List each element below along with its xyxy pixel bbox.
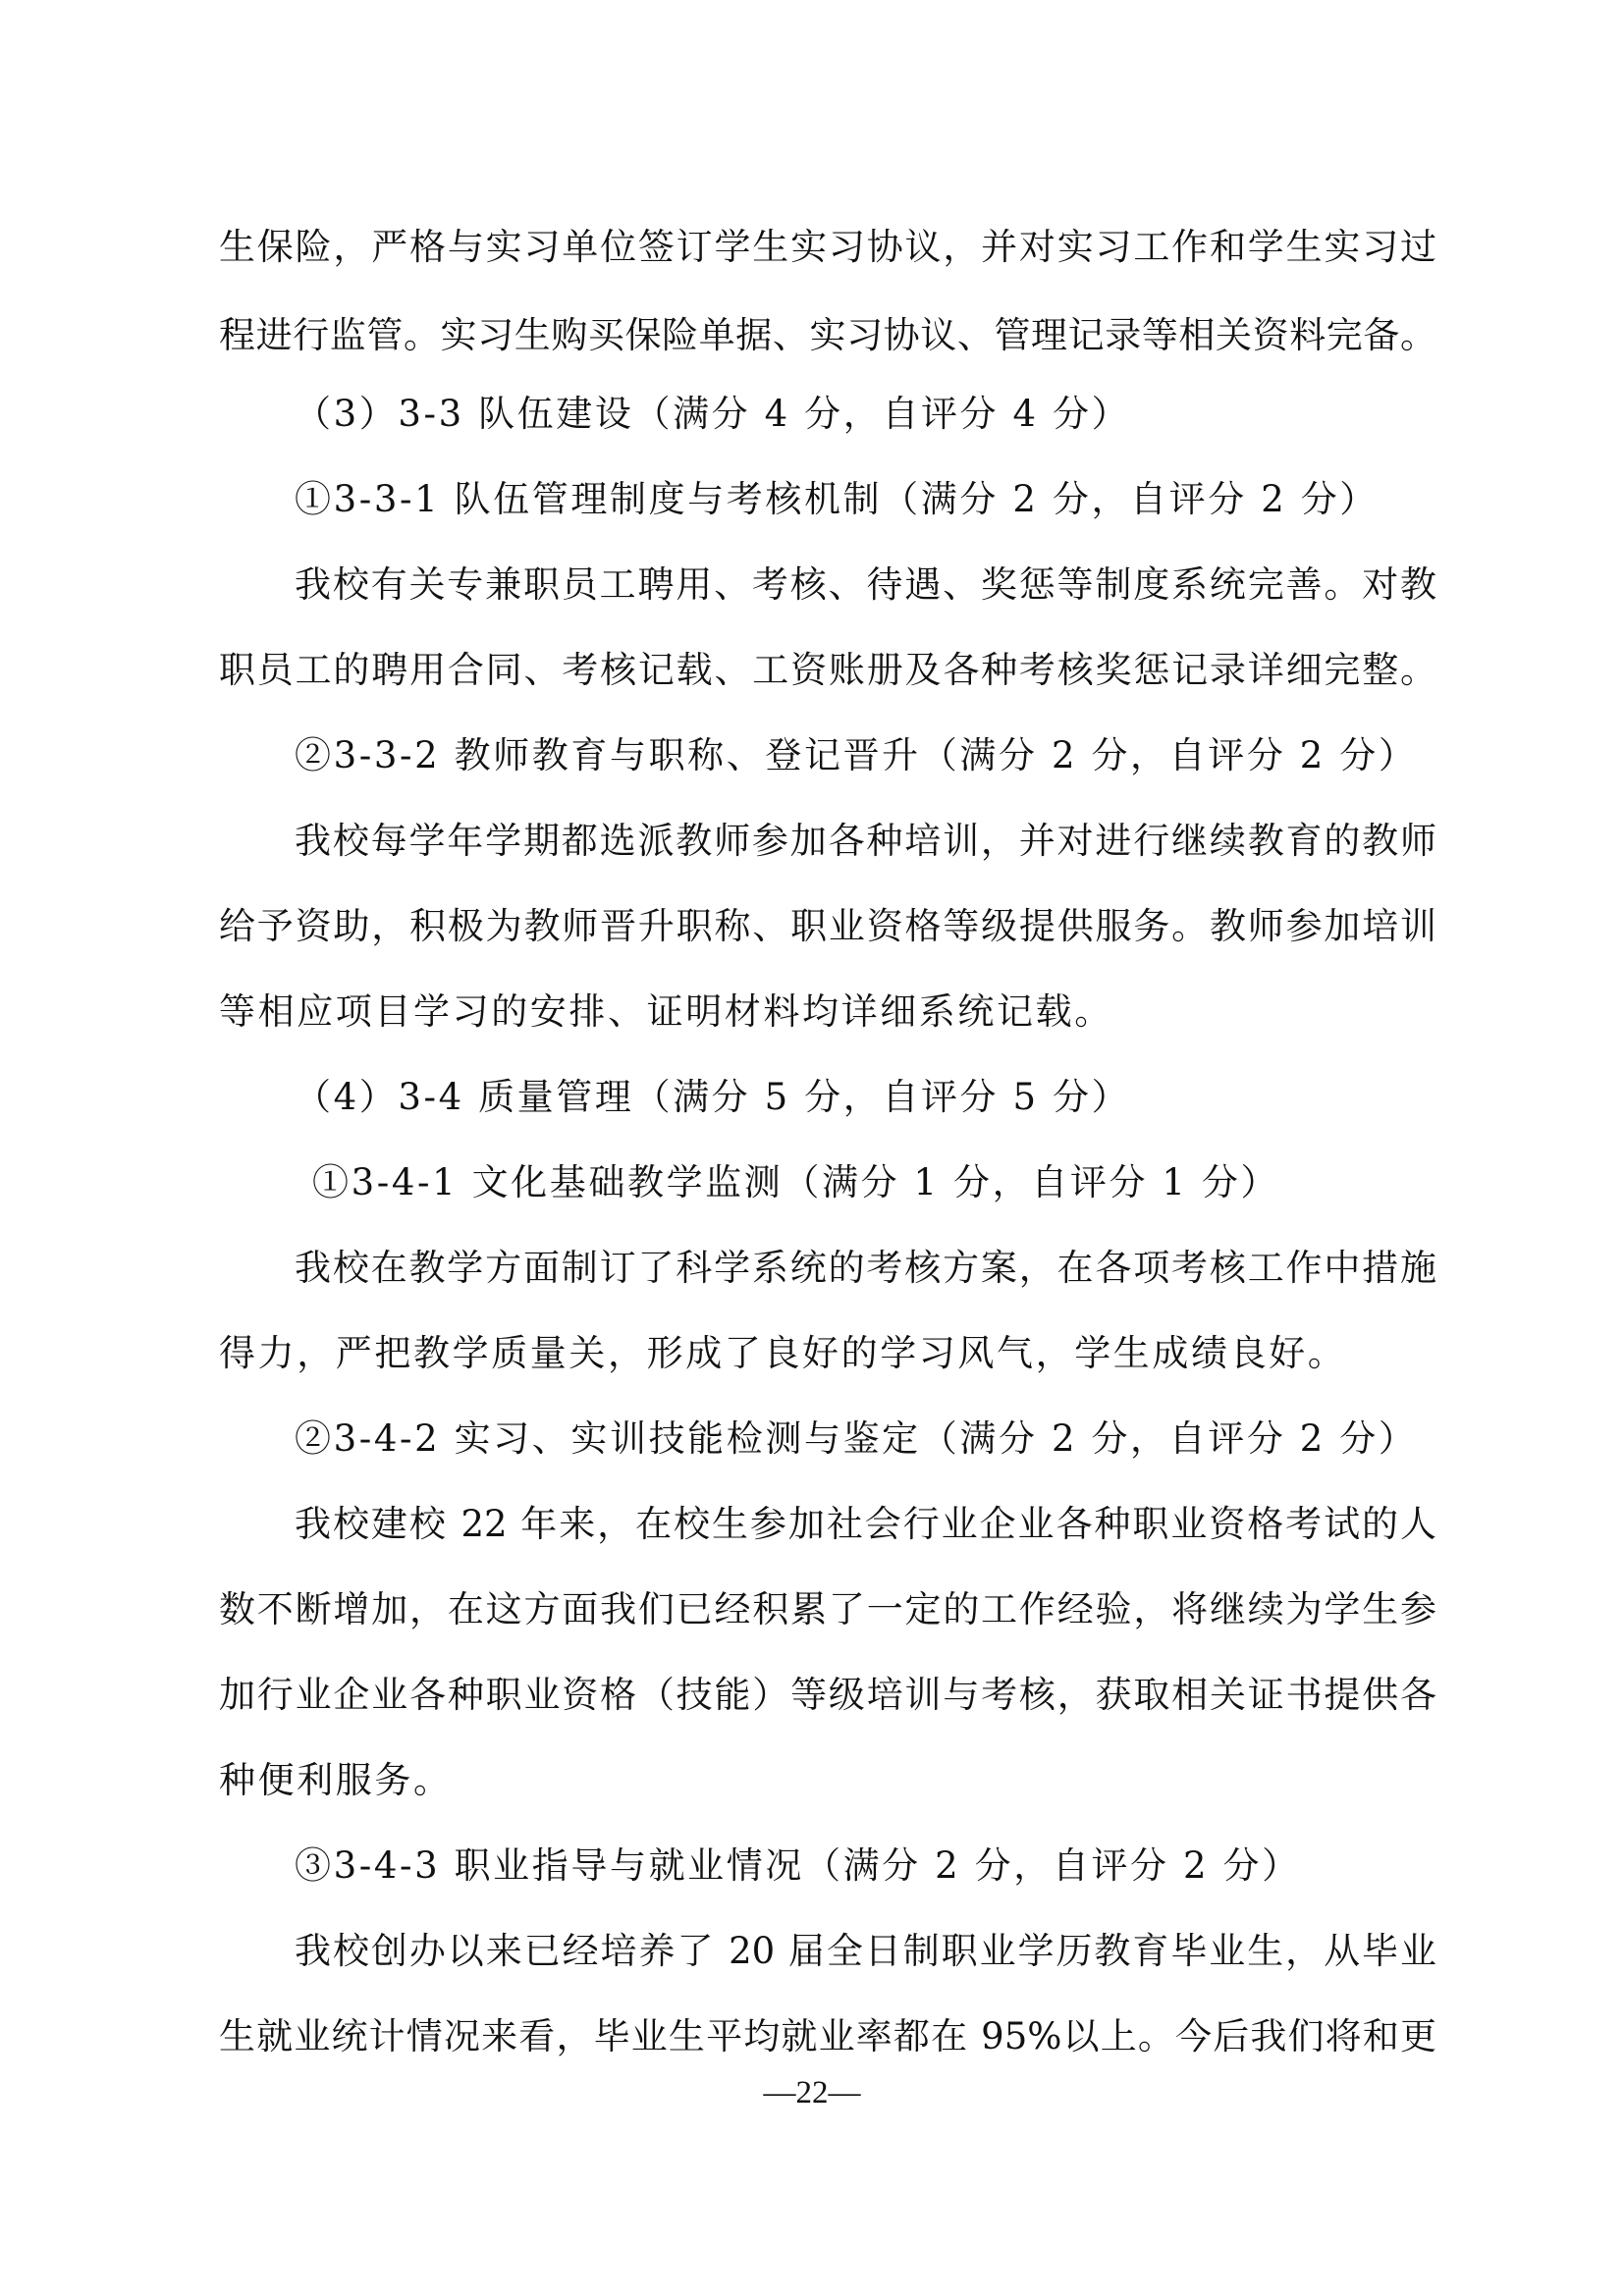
- paragraph-line: 生保险，严格与实习单位签订学生实习协议，并对实习工作和学生实习过: [219, 226, 1436, 268]
- subsection-heading: ①3-3-1 队伍管理制度与考核机制（满分 2 分，自评分 2 分）: [295, 478, 1379, 520]
- paragraph-line: 我校在教学方面制订了科学系统的考核方案，在各项考核工作中措施: [295, 1247, 1436, 1289]
- subsection-heading: ①3-4-1 文化基础教学监测（满分 1 分，自评分 1 分）: [312, 1161, 1280, 1203]
- paragraph-line: 给予资助，积极为教师晋升职称、职业资格等级提供服务。教师参加培训: [219, 905, 1436, 947]
- subsection-heading: ③3-4-3 职业指导与就业情况（满分 2 分，自评分 2 分）: [295, 1844, 1301, 1887]
- subsection-heading: ②3-4-2 实习、实训技能检测与鉴定（满分 2 分，自评分 2 分）: [295, 1417, 1418, 1460]
- section-heading: （4）3-4 质量管理（满分 5 分，自评分 5 分）: [295, 1076, 1131, 1118]
- paragraph-line: 种便利服务。: [219, 1759, 453, 1801]
- paragraph-line: 等相应项目学习的安排、证明材料均详细系统记载。: [219, 990, 1113, 1033]
- paragraph-line: 我校建校 22 年来，在校生参加社会行业企业各种职业资格考试的人: [295, 1503, 1436, 1545]
- paragraph-line: 职员工的聘用合同、考核记载、工资账册及各种考核奖惩记录详细完整。: [219, 649, 1436, 691]
- paragraph-line: 数不断增加，在这方面我们已经积累了一定的工作经验，将继续为学生参: [219, 1588, 1436, 1630]
- paragraph-line: 生就业统计情况来看，毕业生平均就业率都在 95%以上。今后我们将和更: [219, 2015, 1436, 2057]
- subsection-heading: ②3-3-2 教师教育与职称、登记晋升（满分 2 分，自评分 2 分）: [295, 734, 1418, 776]
- paragraph-line: 得力，严把教学质量关，形成了良好的学习风气，学生成绩良好。: [219, 1332, 1347, 1374]
- paragraph-line: 我校每学年学期都选派教师参加各种培训，并对进行继续教育的教师: [295, 820, 1436, 862]
- section-heading: （3）3-3 队伍建设（满分 4 分，自评分 4 分）: [295, 393, 1131, 435]
- paragraph-line: 我校创办以来已经培养了 20 届全日制职业学历教育毕业生，从毕业: [295, 1930, 1436, 1972]
- paragraph-line: 程进行监管。实习生购买保险单据、实习协议、管理记录等相关资料完备。: [219, 314, 1436, 356]
- paragraph-line: 我校有关专兼职员工聘用、考核、待遇、奖惩等制度系统完善。对教: [295, 563, 1436, 606]
- page-number: —22—: [763, 2075, 861, 2110]
- paragraph-line: 加行业企业各种职业资格（技能）等级培训与考核，获取相关证书提供各: [219, 1674, 1436, 1716]
